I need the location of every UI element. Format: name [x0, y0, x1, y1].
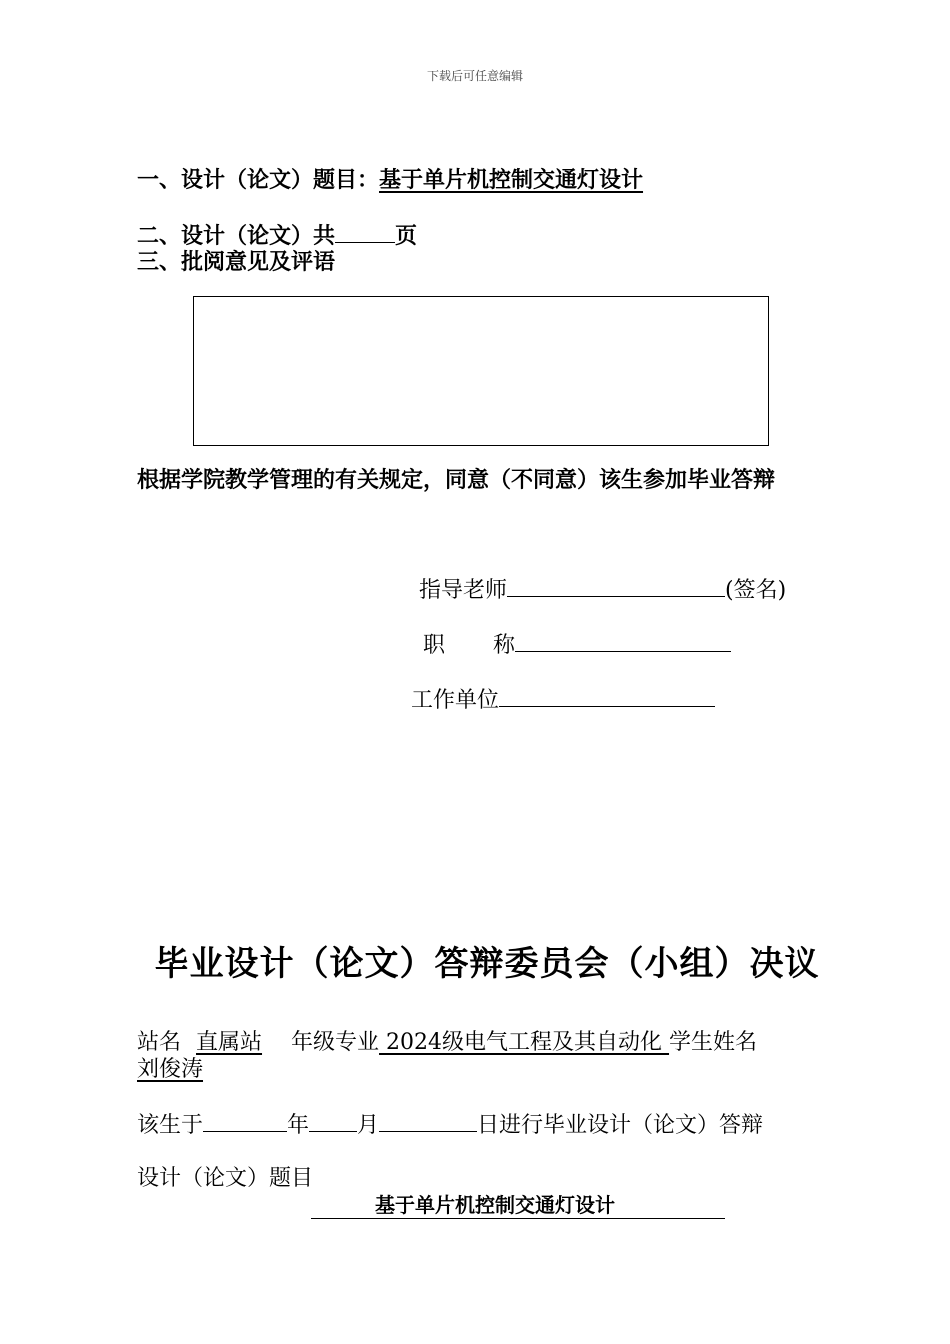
unit-line — [411, 686, 715, 714]
pages-label: 二、设计（论文）共 — [137, 223, 336, 249]
year-blank[interactable] — [203, 1111, 287, 1132]
unit-label: 工作单位 — [411, 688, 500, 713]
station-label: 站名 — [137, 1030, 182, 1055]
header-note: 下载后可任意编辑 — [426, 69, 523, 83]
pages-blank[interactable] — [335, 222, 395, 243]
review-box[interactable] — [193, 296, 769, 446]
title-blank[interactable] — [515, 631, 731, 652]
review-label: 三、批阅意见及评语 — [137, 249, 336, 275]
advisor-line — [419, 576, 786, 604]
pages-line — [137, 222, 417, 249]
agreement-text: 根据学院教学管理的有关规定，同意（不同意）该生参加毕业答辩 — [137, 467, 776, 493]
student-name-line — [137, 1057, 203, 1083]
date-suffix: 日进行毕业设计（论文）答辩 — [477, 1113, 764, 1138]
topic-label: 一、设计（论文）题目： — [137, 167, 380, 193]
year-label: 年 — [287, 1113, 310, 1138]
page-title: 毕业设计（论文）答辩委员会（小组）决议 — [154, 944, 820, 984]
advisor-label: 指导老师 — [419, 578, 508, 603]
sign-suffix: (签名) — [725, 578, 787, 603]
station-value: 直属站 — [196, 1030, 263, 1055]
month-label: 月 — [357, 1113, 380, 1138]
topic-line — [137, 167, 643, 193]
date-prefix: 该生于 — [137, 1113, 204, 1138]
month-blank[interactable] — [309, 1111, 357, 1132]
grade-label: 年级专业 — [291, 1030, 380, 1055]
pages-suffix: 页 — [395, 223, 418, 249]
student-value: 刘俊涛 — [137, 1057, 204, 1082]
topic-value: 基于单片机控制交通灯设计 — [379, 167, 644, 193]
grade-value: 2024级电气工程及其自动化 — [379, 1030, 670, 1055]
title-line — [423, 631, 731, 659]
topic2-label: 设计（论文）题目 — [137, 1166, 314, 1191]
date-line — [137, 1111, 763, 1139]
student-label: 学生姓名 — [669, 1030, 758, 1055]
title-label-a: 职 — [423, 633, 446, 658]
topic2-line — [311, 1192, 725, 1219]
advisor-blank[interactable] — [507, 576, 725, 597]
unit-blank[interactable] — [499, 686, 715, 707]
topic2-value: 基于单片机控制交通灯设计 — [375, 1193, 615, 1217]
day-blank[interactable] — [379, 1111, 477, 1132]
title-label-b: 称 — [493, 633, 516, 658]
student-info-line — [137, 1030, 757, 1056]
